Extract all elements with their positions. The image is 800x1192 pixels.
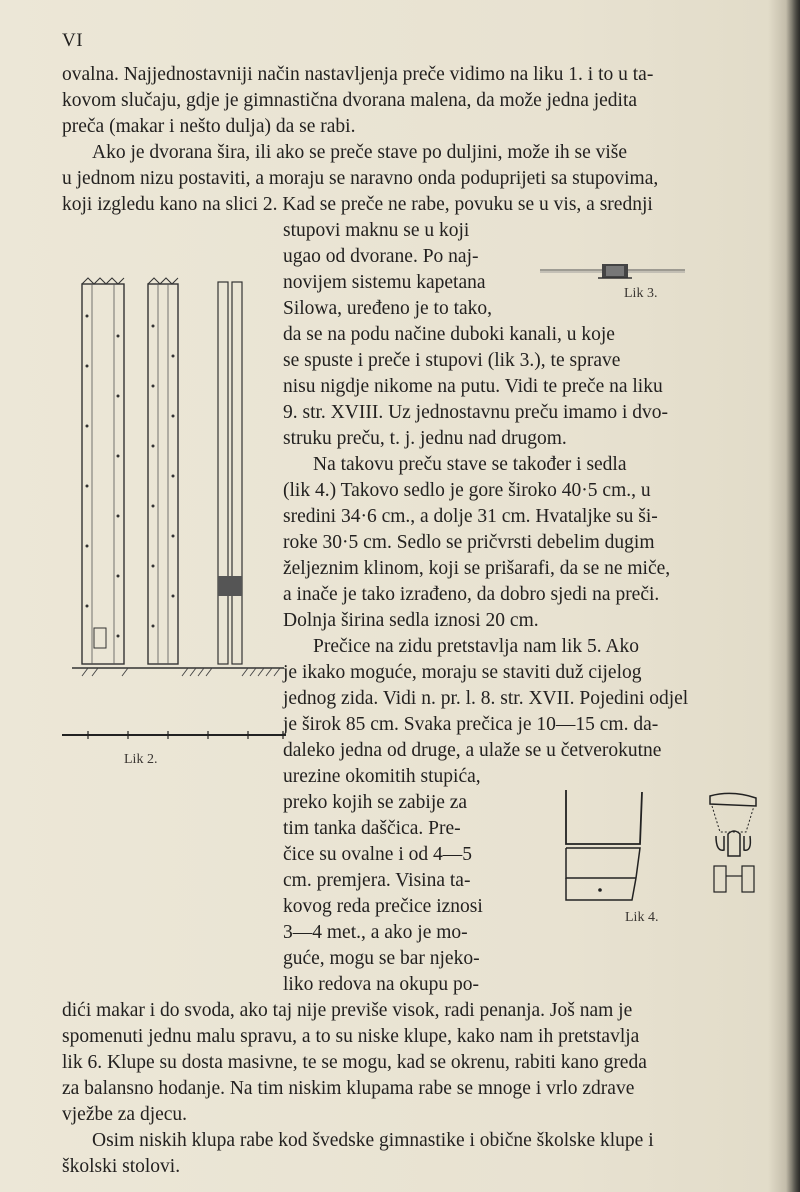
text-line: spomenuti jednu malu spravu, a to su niske klupe, kako nam ih pretstavlja [62,1026,640,1047]
text-line: u jednom nizu postaviti, a moraju se naravno onda poduprijeti sa stupovima, [62,168,659,189]
text-line: 9. str. XVIII. Uz jednostavnu preču imamo i dvo- [283,402,669,423]
text-line: cm. premjera. Visina ta- [283,870,471,891]
text-line: je ikako moguće, moraju se staviti duž cijelog [283,662,642,683]
text-line: čice su ovalne i od 4—5 [283,844,472,865]
figure-4-illustration [560,788,770,908]
text-line: ovalna. Najjednostavniji način nastavljenja preče vidimo na liku 1. i to u ta- [62,64,654,85]
figure-3-caption: Lik 3. [624,286,658,301]
text-line: je širok 85 cm. Svaka prečica je 10—15 cm. da- [283,714,659,735]
text-line: nisu nigdje nikome na putu. Vidi te preče na liku [283,376,663,397]
text-line: kovom slučaju, gdje je gimnastična dvorana malena, da može jedna jedita [62,90,638,111]
figure-2-illustration [68,276,288,686]
text-line: dići makar i do svoda, ako taj nije previše visok, radi penanja. Još nam je [62,1000,633,1021]
text-line: guće, mogu se bar njeko- [283,948,480,969]
text-line: struku preču, t. j. jednu nad drugom. [283,428,567,449]
text-line: kovog reda prečice iznosi [283,896,483,917]
text-line: Dolnja širina sedla iznosi 20 cm. [283,610,539,631]
text-line: preča (makar i nešto dulja) da se rabi. [62,116,356,137]
text-line: vježbe za djecu. [62,1104,188,1125]
text-line: jednog zida. Vidi n. pr. l. 8. str. XVII. Pojedini odjel [283,688,689,709]
text-line: Silowa, uređeno je to tako, [283,298,493,319]
text-line: da se na podu načine duboki kanali, u koje [283,324,615,345]
text-line: Na takovu preču stave se također i sedla [313,454,627,475]
text-line: daleko jedna od druge, a ulaže se u četverokutne [283,740,662,761]
text-line: urezine okomitih stupića, [283,766,481,787]
figure-4-caption: Lik 4. [625,910,659,925]
text-line: 3—4 met., a ako je mo- [283,922,468,943]
text-line: školski stolovi. [62,1156,181,1177]
page-edge-shadow [786,0,800,1192]
figure-2-bar [58,729,290,741]
page-number: VI [62,30,84,51]
text-line: Prečice na zidu pretstavlja nam lik 5. Ako [313,636,639,657]
text-line: koji izgledu kano na slici 2. Kad se preče ne rabe, povuku se u vis, a srednji [62,194,653,215]
text-line: ugao od dvorane. Po naj- [283,246,479,267]
text-line: stupovi maknu se u koji [283,220,470,241]
text-line: preko kojih se zabije za [283,792,468,813]
text-line: liko redova na okupu po- [283,974,480,995]
text-line: roke 30·5 cm. Sedlo se pričvrsti debelim dugim [283,532,655,553]
text-line: Osim niskih klupa rabe kod švedske gimnastike i obične školske klupe i [92,1130,654,1151]
text-line: a inače je tako izrađeno, da dobro sjedi na preči. [283,584,660,605]
text-line: (lik 4.) Takovo sedlo je gore široko 40·5 cm., u [283,480,651,501]
text-line: željeznim klinom, koji se prišarafi, da se ne miče, [283,558,671,579]
text-line: tim tanka daščica. Pre- [283,818,461,839]
figure-2-caption: Lik 2. [124,752,158,767]
text-line: za balansno hodanje. Na tim niskim klupama rabe se mnoge i vrlo zdrave [62,1078,635,1099]
text-line: lik 6. Klupe su dosta masivne, te se mogu, kad se okrenu, rabiti kano greda [62,1052,647,1073]
text-line: se spuste i preče i stupovi (lik 3.), te sprave [283,350,621,371]
text-line: novijem sistemu kapetana [283,272,486,293]
figure-3-illustration [540,262,685,290]
text-line: sredini 34·6 cm., a dolje 31 cm. Hvataljke su ši- [283,506,658,527]
text-line: Ako je dvorana šira, ili ako se preče stave po duljini, može ih se više [92,142,628,163]
